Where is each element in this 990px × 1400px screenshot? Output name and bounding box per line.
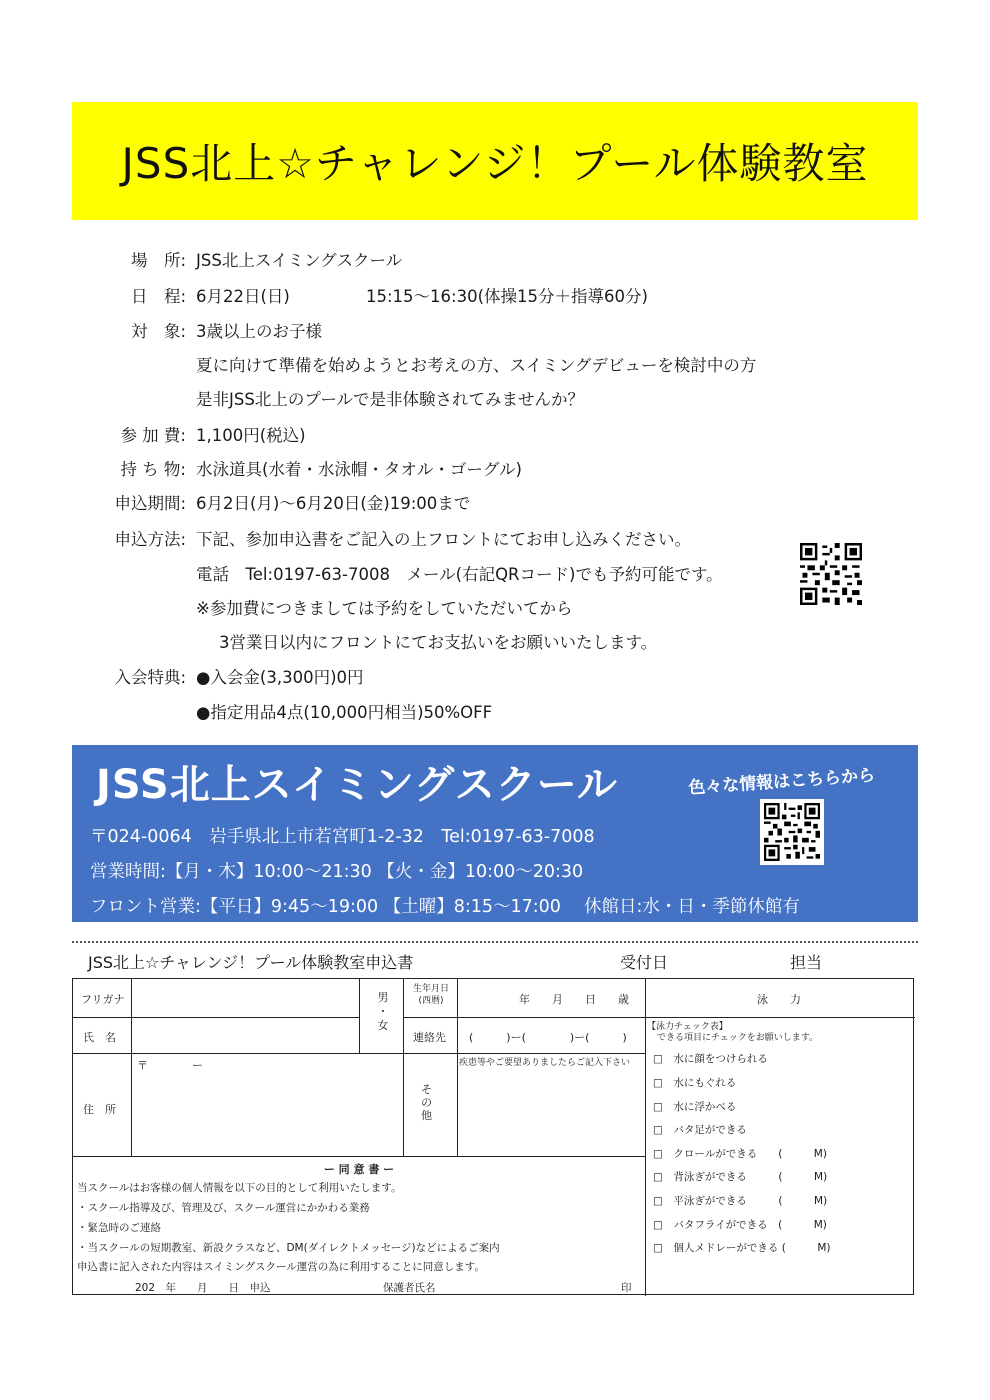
ability-check-item[interactable]: □ 平泳ぎができる ( M) [653,1195,828,1207]
address-label: 住 所 [83,1103,116,1116]
gender-select[interactable]: 男 ・ 女 [377,991,389,1032]
seal-label: 印 [621,1282,632,1294]
fee-label: 参 加 費: [120,426,186,445]
other-label: そ の 他 [421,1083,432,1122]
application-date[interactable]: 202 年 月 日 申込 [135,1282,271,1294]
ability-check-item[interactable]: □ 水に浮かべる [653,1101,737,1113]
ability-check-item[interactable]: □ 水に顔をつけられる [653,1053,768,1065]
application-form [72,978,914,1295]
birth-label: 生年月日 (西暦) [412,984,449,1006]
date-value: 6月22日(日) [196,287,290,306]
school-info-box [72,745,918,922]
items-value: 水泳道具(水着・水泳帽・タオル・ゴーグル) [196,460,522,479]
method-line-4: 3営業日以内にフロントにてお支払いをお願いいたします。 [219,633,658,652]
time-value: 15:15～16:30(体操15分＋指導60分) [366,287,648,306]
school-hours: 営業時間:【月・木】10:00～21:30 【火・金】10:00～20:30 [90,862,584,882]
target-label: 対 象: [130,322,186,341]
ability-check-item[interactable]: □ 背泳ぎができる ( M) [653,1171,828,1183]
consent-line: 申込書に記入された内容はスイミングスクール運営の為に利用することに同意します。 [77,1261,485,1273]
name-input[interactable] [133,1019,357,1051]
ability-check-item[interactable]: □ 個人メドレーができる ( M) [653,1242,831,1254]
furigana-input[interactable] [133,981,357,1015]
contact-input[interactable]: ( )ー( )ー( ) [469,1031,627,1044]
period-value: 6月2日(月)～6月20日(金)19:00まで [196,494,471,513]
furigana-label: フリガナ [81,993,125,1006]
front-hours: フロント営業:【平日】9:45～19:00 【土曜】8:15～17:00 休館日:水・日・季節休館有 [90,897,800,917]
target-value: 3歳以上のお子様 [196,322,322,341]
received-date-label: 受付日 [620,953,669,972]
ability-check-item[interactable]: □ バタ足ができる [653,1124,747,1136]
ability-check-item[interactable]: □ クロールができる ( M) [653,1148,827,1160]
method-line-2: 電話 Tel:0197-63-7008 メール(右記QRコード)でも予約可能です。 [196,565,723,584]
consent-line: ・スクール指導及び、管理及び、スクール運営にかかわる業務 [77,1202,370,1214]
name-label: 氏 名 [83,1031,116,1044]
ability-check-item[interactable]: □ バタフライができる ( M) [653,1219,827,1231]
consent-title: ー 同 意 書 ー [323,1163,395,1176]
school-address: 〒024-0064 岩手県北上市若宮町1-2-32 Tel:0197-63-7008 [90,827,595,847]
consent-line: 当スクールはお客様の個人情報を以下の目的として利用いたします。 [77,1182,402,1194]
place-value: JSS北上スイミングスクール [196,251,403,270]
guardian-name-label[interactable]: 保護者氏名 [383,1282,436,1294]
consent-line: ・緊急時のご連絡 [77,1222,161,1234]
target-note-2: 是非JSS北上のプールで是非体験されてみませんか？ [196,390,584,409]
school-name: JSS北上スイミングスクール [96,762,618,808]
school-qr-code-icon[interactable] [760,799,824,865]
consent-line: ・当スクールの短期教室、新設クラスなど、DM(ダイレクトメッセージ)などによるご案内 [77,1242,500,1254]
place-label: 場 所: [130,251,186,270]
benefit-label: 入会特典: [114,668,186,687]
ability-check-header: 【泳力チェック表】 [647,1022,728,1032]
ability-check-note: できる項目にチェックをお願いします。 [657,1033,819,1043]
page-title: JSS北上☆チャレンジ！プール体験教室 [121,139,869,188]
form-title: JSS北上☆チャレンジ！プール体験教室申込書 [88,953,414,972]
staff-label: 担当 [790,953,823,972]
title-banner [72,102,918,220]
date-label: 日 程: [130,287,186,306]
other-input[interactable]: 疾患等やご要望ありましたらご記入下さい [459,1058,631,1068]
period-label: 申込期間: [114,494,186,513]
benefit-2: ●指定用品4点(10,000円相当)50%OFF [196,703,493,722]
method-label: 申込方法: [114,530,186,549]
target-note-1: 夏に向けて準備を始めようとお考えの方、スイミングデビューを検討中の方 [196,356,757,375]
swim-ability-label: 泳 力 [757,993,801,1006]
method-line-1: 下記、参加申込書をご記入の上フロントにてお申し込みください。 [196,530,691,549]
birth-input[interactable]: 年 月 日 歳 [519,993,629,1006]
qr-tagline: 色々な情報はこちらから [687,765,876,799]
contact-label: 連絡先 [413,1031,446,1044]
qr-code-icon[interactable] [800,543,862,605]
benefit-1: ●入会金(3,300円)0円 [196,668,364,687]
address-input[interactable]: 〒 ー [137,1059,203,1072]
cut-line [72,941,918,943]
ability-check-item[interactable]: □ 水にもぐれる [653,1077,737,1089]
fee-value: 1,100円(税込) [196,426,306,445]
items-label: 持 ち 物: [120,460,186,479]
method-line-3: ※参加費につきましては予約をしていただいてから [196,599,573,618]
